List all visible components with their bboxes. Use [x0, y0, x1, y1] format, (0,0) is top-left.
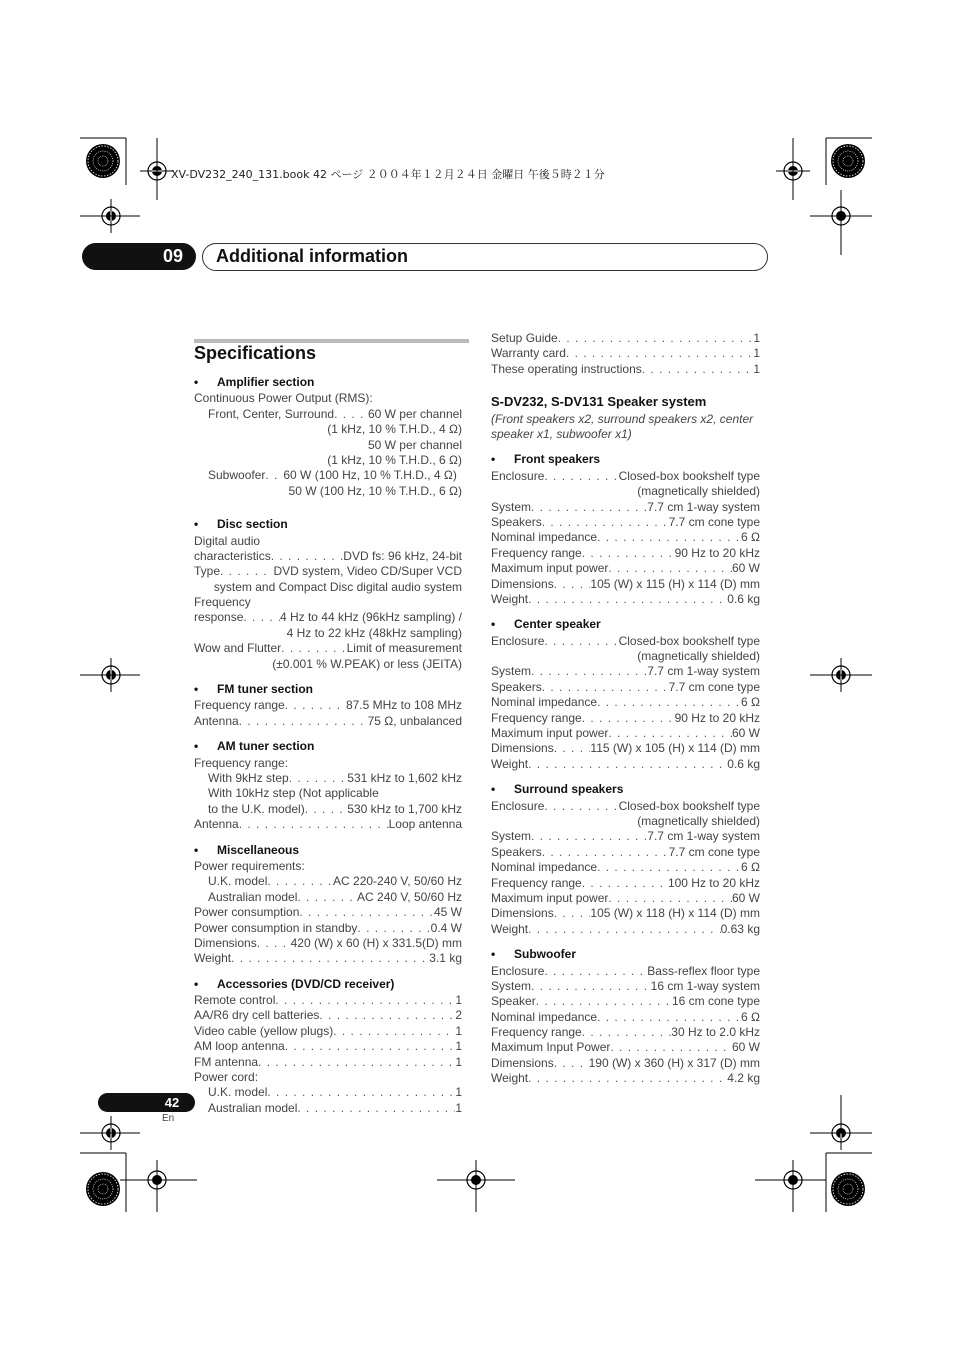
spec-row: Nominal impedance . . . 6 Ω [491, 1010, 760, 1025]
page-number: 42 [164, 1095, 180, 1110]
disc-heading: • Disc section [194, 517, 288, 532]
spec-row: Antenna . . . Loop antenna [194, 817, 462, 832]
spec-row: Dimensions . . . 420 (W) x 60 (H) x 331.5(D) mm [194, 936, 462, 951]
accessories-heading: • Accessories (DVD/CD receiver) [194, 976, 395, 991]
spec-row: Type . . . DVD system, Video CD/Super VCD [194, 564, 462, 579]
front-speakers-heading: • Front speakers [491, 452, 601, 467]
spec-row: System . . . 7.7 cm 1-way system [491, 500, 760, 515]
spec-line: With 10kHz step (Not applicable [208, 786, 379, 801]
spec-line: Frequency range: [194, 755, 289, 770]
spec-row: Nominal impedance . . . 6 Ω [491, 695, 760, 710]
spec-row: Warranty card . . . 1 [491, 346, 760, 361]
miscellaneous-heading: • Miscellaneous [194, 842, 300, 857]
spec-row: U.K. model . . . 1 [194, 1085, 462, 1100]
spec-row: Front, Center, Surround . . . 60 W per channel [194, 407, 462, 422]
spec-line: 4 Hz to 22 kHz (48kHz sampling) [286, 625, 462, 640]
spec-row: Weight . . . 0.6 kg [491, 592, 760, 607]
fm-tuner-heading: • FM tuner section [194, 682, 314, 697]
spec-line: (magnetically shielded) [637, 813, 760, 828]
spec-row: Frequency range . . . 90 Hz to 20 kHz [491, 711, 760, 726]
spec-row: AA/R6 dry cell batteries . . . 2 [194, 1008, 462, 1023]
speaker-system-note: (Front speakers x2, surround speakers x2, center speaker x1, subwoofer x1) [491, 411, 754, 441]
book-file-info: XV-DV232_240_131.book 42 ページ ２００４年１２月２４日 金曜日 午後５時２１分 [171, 168, 605, 181]
spec-row: With 9kHz step . . . 531 kHz to 1,602 kHz [194, 771, 462, 786]
spec-row: Wow and Flutter . . . Limit of measurement [194, 641, 462, 656]
spec-row: Remote control . . . 1 [194, 993, 462, 1008]
spec-row: Subwoofer . . . 60 W (100 Hz, 10 % T.H.D., 4 Ω) [194, 468, 462, 483]
spec-line: (magnetically shielded) [637, 649, 760, 664]
spec-row: U.K. model . . . AC 220-240 V, 50/60 Hz [194, 874, 462, 889]
spec-row: System . . . 7.7 cm 1-way system [491, 829, 760, 844]
spec-line: (1 kHz, 10 % T.H.D., 6 Ω) [327, 452, 462, 467]
spec-row: Weight . . . 0.6 kg [491, 757, 760, 772]
spec-row: Enclosure . . . Closed-box bookshelf type [491, 634, 760, 649]
spec-row: Maximum input power . . . 60 W [491, 891, 760, 906]
spec-row: System . . . 16 cm 1-way system [491, 979, 760, 994]
spec-line: Digital audio [194, 533, 261, 548]
spec-line: 50 W (100 Hz, 10 % T.H.D., 6 Ω) [288, 483, 462, 498]
spec-row: Enclosure . . . Bass-reflex floor type [491, 964, 760, 979]
section-title: Specifications [194, 343, 317, 363]
spec-line: (1 kHz, 10 % T.H.D., 4 Ω) [327, 422, 462, 437]
surround-speakers-heading: • Surround speakers [491, 782, 624, 797]
spec-row: Australian model . . . 1 [194, 1101, 462, 1116]
spec-row: Enclosure . . . Closed-box bookshelf type [491, 799, 760, 814]
spec-line: Power requirements: [194, 858, 305, 873]
spec-row: Maximum input power . . . 60 W [491, 726, 760, 741]
chapter-number: 09 [162, 246, 184, 266]
spec-row: Dimensions . . . 105 (W) x 115 (H) x 114 (D) mm [491, 577, 760, 592]
spec-line: Power cord: [194, 1070, 259, 1085]
spec-line: (magnetically shielded) [637, 484, 760, 499]
spec-row: Speakers . . . 7.7 cm cone type [491, 515, 760, 530]
spec-row: Frequency range . . . 30 Hz to 2.0 kHz [491, 1025, 760, 1040]
page-language: En [162, 1113, 175, 1124]
speaker-system-title: S-DV232, S-DV131 Speaker system [491, 394, 707, 410]
spec-row: Power consumption in standby . . . 0.4 W [194, 921, 462, 936]
spec-row: Dimensions . . . 190 (W) x 360 (H) x 317 (D) mm [491, 1056, 760, 1071]
spec-row: Weight . . . 4.2 kg [491, 1071, 760, 1086]
chapter-title: Additional information [216, 246, 408, 266]
spec-row: Weight . . . 0.63 kg [491, 922, 760, 937]
spec-row: Video cable (yellow plugs) . . . 1 [194, 1024, 462, 1039]
amplifier-heading: • Amplifier section [194, 375, 315, 389]
spec-line: Continuous Power Output (RMS): [194, 391, 373, 406]
spec-row: AM loop antenna . . . 1 [194, 1039, 462, 1054]
spec-row: Power consumption . . . 45 W [194, 905, 462, 920]
spec-row: Dimensions . . . 105 (W) x 118 (H) x 114 (D) mm [491, 906, 760, 921]
spec-row: to the U.K. model) . . . 530 kHz to 1,700 kHz [194, 802, 462, 817]
spec-row: Enclosure . . . Closed-box bookshelf type [491, 469, 760, 484]
spec-row: Speakers . . . 7.7 cm cone type [491, 680, 760, 695]
spec-row: Setup Guide . . . 1 [491, 331, 760, 346]
spec-line: 50 W per channel [367, 437, 462, 452]
right-column [491, 331, 760, 1087]
spec-row: Antenna . . . 75 Ω, unbalanced [194, 714, 462, 729]
spec-row: Frequency range . . . 87.5 MHz to 108 MHz [194, 698, 462, 713]
spec-row: These operating instructions . . . 1 [491, 362, 760, 377]
spec-row: response . . . 4 Hz to 44 kHz (96kHz sampling) / [194, 610, 462, 625]
spec-row: characteristics . . . DVD fs: 96 kHz, 24-bit [194, 549, 462, 564]
spec-row: Maximum input power . . . 60 W [491, 561, 760, 576]
spec-line: system and Compact Disc digital audio system [213, 579, 462, 594]
subwoofer-heading: • Subwoofer [491, 947, 576, 962]
spec-line: Frequency [194, 595, 251, 610]
left-column [194, 365, 462, 1116]
spec-row: Nominal impedance . . . 6 Ω [491, 530, 760, 545]
spec-line: (±0.001 % W.PEAK) or less (JEITA) [272, 656, 462, 671]
spec-row: Speakers . . . 7.7 cm cone type [491, 845, 760, 860]
spec-row: Frequency range . . . 100 Hz to 20 kHz [491, 876, 760, 891]
center-speaker-heading: • Center speaker [491, 617, 601, 632]
spec-row: Maximum Input Power . . . 60 W [491, 1040, 760, 1055]
spec-row: Speaker . . . 16 cm cone type [491, 994, 760, 1009]
spec-row: Australian model . . . AC 240 V, 50/60 Hz [194, 890, 462, 905]
spec-row: Weight . . . 3.1 kg [194, 951, 462, 966]
spec-row: Dimensions . . . 115 (W) x 105 (H) x 114 (D) mm [491, 741, 760, 756]
spec-row: Frequency range . . . 90 Hz to 20 kHz [491, 546, 760, 561]
spec-row: Nominal impedance . . . 6 Ω [491, 860, 760, 875]
spec-row: System . . . 7.7 cm 1-way system [491, 664, 760, 679]
spec-row: FM antenna . . . 1 [194, 1055, 462, 1070]
am-tuner-heading: • AM tuner section [194, 739, 315, 754]
